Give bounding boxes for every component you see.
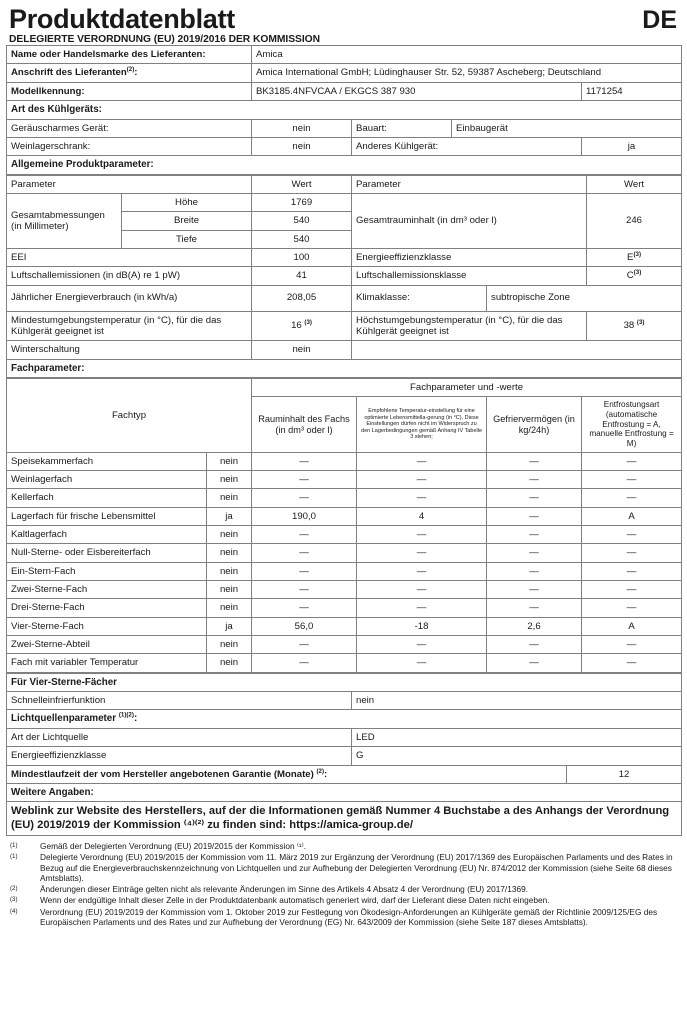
compartment-defrost: A — [582, 617, 682, 635]
compartment-present: nein — [207, 471, 252, 489]
table-row — [7, 119, 682, 137]
eei-label: EEI — [7, 248, 252, 266]
width-label: Breite — [122, 212, 252, 230]
compartment-defrost: — — [582, 526, 682, 544]
table-row — [7, 673, 682, 692]
depth-value: 540 — [252, 230, 352, 248]
height-label: Höhe — [122, 194, 252, 212]
footnote-text: Gemäß der Delegierten Verordnung (EU) 2019/2015 der Kommission ⁽¹⁾. — [40, 840, 307, 851]
low-noise-value: nein — [252, 119, 352, 137]
design-label: Bauart: — [352, 119, 452, 137]
compartment-freezing: — — [487, 526, 582, 544]
compartment-defrost: A — [582, 507, 682, 525]
compartment-volume: — — [252, 654, 357, 672]
compartment-name: Kaltlagerfach — [7, 526, 207, 544]
footnote-marker: (4) — [10, 907, 18, 915]
table-row — [7, 341, 682, 359]
min-temp-label: Mindestumgebungstemperatur (in °C), für die das Kühlgerät geeignet ist — [7, 311, 252, 341]
footnote-marker: (1) — [10, 852, 18, 860]
footnote-item — [10, 895, 678, 906]
footnote-text: Wenn der endgültige Inhalt dieser Zelle in der Produktdatenbank automatisch generiert wird, darf der Lieferant diese Daten nicht eingeben. — [40, 895, 550, 906]
compartment-name: Kellerfach — [7, 489, 207, 507]
table-row — [7, 728, 682, 746]
table-row — [7, 710, 682, 729]
compartment-present: nein — [207, 452, 252, 470]
compartment-defrost: — — [582, 635, 682, 653]
climate-class-label: Klimaklasse: — [352, 285, 487, 311]
noise-class-label: Luftschallemissionsklasse — [352, 267, 587, 285]
compartment-type-header: Fachtyp — [7, 379, 252, 453]
compartment-volume: 56,0 — [252, 617, 357, 635]
warranty-value: 12 — [567, 765, 682, 783]
min-temp-value: 16 $^{(3)}$ — [252, 311, 352, 341]
compartment-present: nein — [207, 599, 252, 617]
footnote-item — [10, 907, 678, 928]
compartment-volume: 190,0 — [252, 507, 357, 525]
winter-setting-empty — [352, 341, 682, 359]
compartment-name: Fach mit variabler Temperatur — [7, 654, 207, 672]
total-volume-label: Gesamtrauminhalt (in dm³ oder l) — [352, 194, 587, 249]
compartment-group-header: Fachparameter und -werte — [252, 379, 682, 397]
header-text-block — [9, 5, 642, 45]
table-row — [7, 544, 682, 562]
table-row — [7, 379, 682, 397]
table-row — [7, 580, 682, 598]
table-row — [7, 194, 682, 212]
annual-energy-value: 208,05 — [252, 285, 352, 311]
footnote-ref: (2) — [126, 66, 135, 74]
compartment-present: nein — [207, 489, 252, 507]
compartment-defrost: — — [582, 452, 682, 470]
compartment-temperature: — — [357, 526, 487, 544]
table-row — [7, 654, 682, 672]
warranty-label: Mindestlaufzeit der vom Hersteller angebotenen Garantie (Monate) $^{(2)}$: — [7, 765, 567, 783]
supplier-address-label: Anschrift des Lieferanten$^{(2)}$: — [7, 64, 252, 82]
table-row — [7, 692, 682, 710]
compartment-volume: — — [252, 580, 357, 598]
max-temp-value: 38 $^{(3)}$ — [587, 311, 682, 341]
supplier-name-label: Name oder Handelsmarke des Lieferanten: — [7, 46, 252, 64]
model-code: 1171254 — [582, 82, 682, 100]
table-row — [7, 507, 682, 525]
compartment-freezing: — — [487, 654, 582, 672]
section-compartment-parameters: Fachparameter: — [7, 359, 682, 378]
compartment-present: nein — [207, 580, 252, 598]
table-row — [7, 359, 682, 378]
compartment-temperature: — — [357, 544, 487, 562]
section-light-source: Lichtquellenparameter $^{(1)(2)}$: — [7, 710, 682, 729]
table-row — [7, 267, 682, 285]
compartment-name: Vier-Sterne-Fach — [7, 617, 207, 635]
table-row — [7, 617, 682, 635]
document-subtitle: DELEGIERTE VERORDNUNG (EU) 2019/2016 DER KOMMISSION — [9, 34, 320, 46]
max-temp-label: Höchstumgebungstemperatur (in °C), für die das Kühlgerät geeignet ist — [352, 311, 587, 341]
footnote-ref: (3) — [633, 269, 642, 277]
supplier-address-value: Amica International GmbH; Lüdinghauser Str. 52, 59387 Ascheberg; Deutschland — [252, 64, 682, 82]
table-row — [7, 101, 682, 120]
col-value-right: Wert — [587, 175, 682, 193]
col-compartment-volume: Rauminhalt des Fachs (in dm³ oder l) — [252, 397, 357, 452]
footnote-ref: (2) — [316, 767, 325, 775]
table-row — [7, 46, 682, 64]
wine-cabinet-label: Weinlagerschrank: — [7, 137, 252, 155]
col-value-left: Wert — [252, 175, 352, 193]
footnote-ref: (2) — [126, 712, 134, 720]
footnote-ref: (1) — [118, 712, 127, 720]
footnote-ref: (3) — [633, 250, 642, 258]
compartment-present: nein — [207, 544, 252, 562]
compartment-present: ja — [207, 617, 252, 635]
section-four-star: Für Vier-Sterne-Fächer — [7, 673, 682, 692]
table-row — [7, 783, 682, 802]
language-badge: DE — [642, 6, 677, 34]
section-appliance-type: Art des Kühlgeräts: — [7, 101, 682, 120]
col-compartment-temperature: Empfohlene Temperatur-einstellung für eine optimierte Lebensmittella-gerung (in °C). Diese Einstellungen dürfen nicht im Widerspruch zu den Lagerbedingungen gemäß Anhang IV Tabelle 3 stehen; — [357, 397, 487, 452]
footnote-ref: (3) — [636, 319, 645, 327]
compartment-temperature: -18 — [357, 617, 487, 635]
table-row — [7, 562, 682, 580]
table-row — [7, 452, 682, 470]
compartment-temperature: — — [357, 452, 487, 470]
compartment-freezing: — — [487, 507, 582, 525]
page-title: Produktdatenblatt — [9, 4, 235, 34]
table-row — [7, 635, 682, 653]
supplier-table — [6, 45, 682, 175]
compartment-parameters-table — [6, 378, 682, 672]
compartment-temperature: — — [357, 599, 487, 617]
col-defrost-type: Entfrostungsart (automatische Entfrostung = A, manuelle Entfrostung = M) — [582, 397, 682, 452]
compartment-temperature: 4 — [357, 507, 487, 525]
winter-setting-value: nein — [252, 341, 352, 359]
annual-energy-label: Jährlicher Energieverbrauch (in kWh/a) — [7, 285, 252, 311]
col-freezing-capacity: Gefriervermögen (in kg/24h) — [487, 397, 582, 452]
total-volume-value: 246 — [587, 194, 682, 249]
table-row — [7, 802, 682, 835]
eei-value: 100 — [252, 248, 352, 266]
table-row — [7, 137, 682, 155]
compartment-present: nein — [207, 654, 252, 672]
compartment-name: Null-Sterne- oder Eisbereiterfach — [7, 544, 207, 562]
manufacturer-weblink[interactable]: Weblink zur Website des Herstellers, auf der die Informationen gemäß Nummer 4 Buchstabe a des Anhangs der Verordnung (EU) 2019/2019 der Kommission ⁽⁴⁾⁽²⁾ zu finden sind: https://amica-group.de/ — [7, 802, 682, 835]
footnote-marker: (3) — [10, 896, 18, 904]
footer-parameters-table — [6, 673, 682, 836]
noise-class-value: $C^{(3)}$ — [587, 267, 682, 285]
table-row — [7, 471, 682, 489]
footnote-item — [10, 884, 678, 895]
footnote-ref: (3) — [304, 319, 312, 327]
compartment-name: Lagerfach für frische Lebensmittel — [7, 507, 207, 525]
compartment-name: Zwei-Sterne-Fach — [7, 580, 207, 598]
depth-label: Tiefe — [122, 230, 252, 248]
compartment-present: nein — [207, 635, 252, 653]
table-row — [7, 285, 682, 311]
other-appliance-value: ja — [582, 137, 682, 155]
compartment-volume: — — [252, 471, 357, 489]
climate-class-value: subtropische Zone — [487, 285, 682, 311]
low-noise-label: Geräuscharmes Gerät: — [7, 119, 252, 137]
compartment-volume: — — [252, 452, 357, 470]
compartment-name: Ein-Stern-Fach — [7, 562, 207, 580]
table-row — [7, 765, 682, 783]
compartment-volume: — — [252, 544, 357, 562]
width-value: 540 — [252, 212, 352, 230]
compartment-name: Drei-Sterne-Fach — [7, 599, 207, 617]
compartment-temperature: — — [357, 471, 487, 489]
model-value: BK3185.4NFVCAA / EKGCS 387 930 — [252, 82, 582, 100]
winter-setting-label: Winterschaltung — [7, 341, 252, 359]
table-row — [7, 526, 682, 544]
compartment-freezing: — — [487, 544, 582, 562]
compartment-volume: — — [252, 635, 357, 653]
table-row — [7, 156, 682, 175]
compartment-freezing: — — [487, 489, 582, 507]
footnote-item — [10, 852, 678, 884]
compartment-volume: — — [252, 599, 357, 617]
noise-value: 41 — [252, 267, 352, 285]
compartment-defrost: — — [582, 599, 682, 617]
compartment-temperature: — — [357, 489, 487, 507]
compartment-temperature: — — [357, 580, 487, 598]
height-value: 1769 — [252, 194, 352, 212]
compartment-name: Weinlagerfach — [7, 471, 207, 489]
footnote-marker: (2) — [10, 885, 18, 893]
table-row — [7, 489, 682, 507]
compartment-freezing: — — [487, 452, 582, 470]
col-parameter-right: Parameter — [352, 175, 587, 193]
light-class-value: G — [352, 747, 682, 765]
compartment-temperature: — — [357, 654, 487, 672]
compartment-volume: — — [252, 489, 357, 507]
compartment-freezing: — — [487, 471, 582, 489]
compartment-volume: — — [252, 526, 357, 544]
compartment-freezing: — — [487, 635, 582, 653]
compartment-defrost: — — [582, 544, 682, 562]
fast-freeze-value: nein — [352, 692, 682, 710]
col-parameter-left: Parameter — [7, 175, 252, 193]
table-row — [7, 599, 682, 617]
compartment-temperature: — — [357, 635, 487, 653]
footnotes-block — [6, 841, 681, 928]
compartment-volume: — — [252, 562, 357, 580]
compartment-freezing: — — [487, 599, 582, 617]
energy-class-value: $E^{(3)}$ — [587, 248, 682, 266]
noise-label: Luftschallemissionen (in dB(A) re 1 pW) — [7, 267, 252, 285]
compartment-defrost: — — [582, 580, 682, 598]
compartment-present: nein — [207, 562, 252, 580]
general-parameters-table — [6, 175, 682, 378]
light-type-value: LED — [352, 728, 682, 746]
footnote-text: Änderungen dieser Einträge gelten nicht als relevante Änderungen im Sinne des Artikels 4 Absatz 4 der Verordnung (EU) 2017/1369. — [40, 884, 528, 895]
footnote-text: Verordnung (EU) 2019/2019 der Kommission vom 1. Oktober 2019 zur Festlegung von Ökodesign-Anforderungen an Kühlgeräte gemäß der Richtlinie 2009/125/EG des Europäischen Parlaments und des Rates und zur Aufhebung der Verordnung (EG) Nr. 643/2009 der Kommission (siehe Seite 187 dieses Amtsblatts). — [40, 906, 658, 928]
section-further-information: Weitere Angaben: — [7, 783, 682, 802]
compartment-present: nein — [207, 526, 252, 544]
wine-cabinet-value: nein — [252, 137, 352, 155]
document-header — [6, 4, 681, 45]
footnote-item — [10, 841, 678, 852]
footnote-marker: (1) — [10, 841, 18, 849]
compartment-defrost: — — [582, 471, 682, 489]
compartment-defrost: — — [582, 489, 682, 507]
design-value: Einbaugerät — [452, 119, 682, 137]
compartment-temperature: — — [357, 562, 487, 580]
dimensions-label: Gesamtabmessungen (in Millimeter) — [7, 194, 122, 249]
supplier-name-value: Amica — [252, 46, 682, 64]
other-appliance-label: Anderes Kühlgerät: — [352, 137, 582, 155]
light-class-label: Energieeffizienzklasse — [7, 747, 352, 765]
compartment-name: Zwei-Sterne-Abteil — [7, 635, 207, 653]
table-row — [7, 64, 682, 82]
compartment-defrost: — — [582, 562, 682, 580]
table-row — [7, 747, 682, 765]
compartment-defrost: — — [582, 654, 682, 672]
section-general-parameters: Allgemeine Produktparameter: — [7, 156, 682, 175]
compartment-name: Speisekammerfach — [7, 452, 207, 470]
table-row — [7, 311, 682, 341]
light-type-label: Art der Lichtquelle — [7, 728, 352, 746]
table-row — [7, 175, 682, 193]
compartment-freezing: 2,6 — [487, 617, 582, 635]
compartment-freezing: — — [487, 580, 582, 598]
model-label: Modellkennung: — [7, 82, 252, 100]
fast-freeze-label: Schnelleinfrierfunktion — [7, 692, 352, 710]
compartment-freezing: — — [487, 562, 582, 580]
footnote-text: Delegierte Verordnung (EU) 2019/2015 der Kommission vom 11. März 2019 zur Ergänzung der Verordnung (EU) 2017/1369 des Europäischen Parlaments und des Rates in Bezug auf die Energieverbrauchskennzeichnung von Lichtquellen und zur Aufhebung der Delegierten Verordnung (EU) Nr. 874/2012 der Kommission (siehe Seite 68 dieses Amtsblatts). — [40, 851, 673, 884]
energy-class-label: Energieeffizienzklasse — [352, 248, 587, 266]
table-row — [7, 82, 682, 100]
table-row — [7, 248, 682, 266]
compartment-present: ja — [207, 507, 252, 525]
